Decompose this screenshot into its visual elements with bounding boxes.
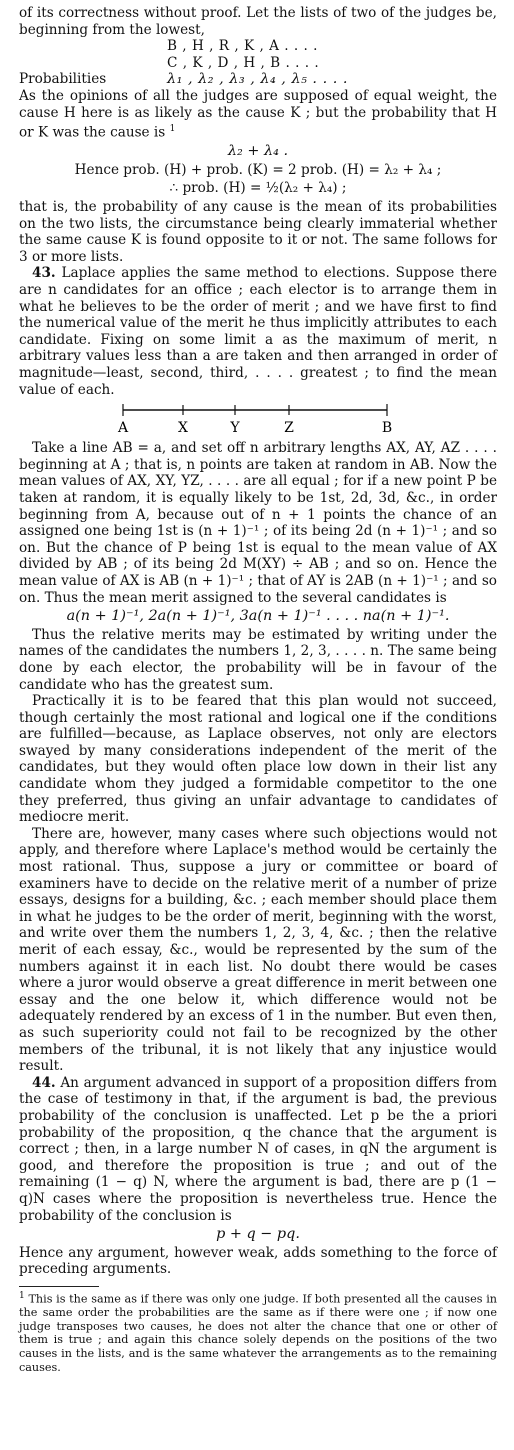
judge-list-b: C , K , D , H , B . . . . [167, 54, 320, 71]
section-number-44: 44. [32, 1074, 56, 1091]
paragraph-practically: Practically it is to be feared that this plan would not succeed, though certainly the most rational and logical one if the conditions are fulfilled—because, as Laplace observes, not only are electors swayed by many considerations independent of the merit of the candidates, but they would often place low down in their list any candidate whom they judged a formidable competitor to the one they preferred, thus giving an unfair advantage to candidates of mediocre merit. [19, 693, 497, 826]
section-number-43: 43. [32, 265, 56, 282]
probabilities-label: Probabilities [19, 71, 107, 88]
footnote-text: This is the same as if there was only one judge. If both presented all the causes in the same order the probabilities are the same as if there were one ; if now one judge transposes two causes, he does not alter the chance that one or other of them is true ; and again this chance solely depends on the positions of the two causes in the lists, and is the same whatever the arrangements as to the remaining causes. [19, 1292, 498, 1374]
paragraph-line: Take a line AB = a, and set off n arbitrary lengths AX, AY, AZ . . . . beginning at A ; that is, n points are taken at random in AB. Now the mean values of AX, XY, YZ, . . . . are all equal ; for if a new point P be taken at random, it is equally likely to be 1st, 2d, 3d, &c., in order beginning from A, because out of n + 1 points the chance of an assigned one being 1st is (n + 1)⁻¹ ; of its being 2d (n + 1)⁻¹ ; and so on. But the chance of P being 1st is equal to the mean value of AX divided by AB ; of its being 2d M(XY) ÷ AB ; and so on. Hence the mean value of AX is AB (n + 1)⁻¹ ; that of AY is 2AB (n + 1)⁻¹ ; and so on. Thus the mean merit assigned to the several candidates is [19, 440, 497, 606]
equation-sum: λ₂ + λ₄ . [227, 143, 289, 160]
line-diagram [113, 400, 403, 436]
label-a: A [117, 420, 129, 437]
probabilities-sequence: λ₁ , λ₂ , λ₃ , λ₄ , λ₅ . . . . [167, 71, 348, 88]
paragraph-43 [19, 265, 497, 398]
footnote-ref: 1 [169, 124, 176, 135]
body-text [19, 5, 497, 1374]
equation-hence: Hence prob. (H) + prob. (K) = 2 prob. (H) = λ₂ + λ₄ ; [74, 161, 442, 178]
paragraph-mean: that is, the probability of any cause is the mean of its probabilities on the two lists, the circumstance being clearly immaterial whether the same cause K is found opposite to it or not. The same follows for 3 or more lists. [19, 199, 497, 265]
paragraph-final: Hence any argument, however weak, adds something to the force of preceding arguments. [19, 1244, 497, 1278]
label-y: Y [230, 420, 240, 437]
paragraph-equal-weight [19, 88, 497, 141]
judge-list-a: B , H , R , K , A . . . . [167, 38, 318, 55]
label-b: B [381, 420, 393, 437]
paragraph-44 [19, 1075, 497, 1224]
label-z: Z [284, 420, 294, 437]
paragraph-44-text: An argument advanced in support of a proposition differs from the case of testimony in that, if the argument is bad, the previous probability of the conclusion is unaffected. Let p be the a priori probability of the proposition, q the chance that the argument is correct ; then, in a large number N of cases, in qN the argument is good, and therefore the proposition is true ; and out of the remaining (1 − q) N, where the argument is bad, there are p (1 − q)N cases where the proposition is nevertheless true. Hence the probability of the conclusion is [19, 1074, 497, 1224]
footnote-mark: 1 [19, 1290, 25, 1301]
equation-therefore: ∴ prob. (H) = ½(λ₂ + λ₄) ; [169, 180, 347, 197]
equation-conclusion: p + q − pq. [216, 1226, 300, 1243]
label-x: X [178, 420, 188, 437]
footnote [19, 1290, 497, 1374]
paragraph-relative-merits: Thus the relative merits may be estimated by writing under the names of the candidates the numbers 1, 2, 3, . . . . n. The same being done by each elector, the probability will be in favour of the candidate who has the greatest sum. [19, 626, 497, 693]
equation-mean-merit: a(n + 1)⁻¹, 2a(n + 1)⁻¹, 3a(n + 1)⁻¹ . . . . na(n + 1)⁻¹. [66, 608, 450, 625]
paragraph-equal-weight-text: As the opinions of all the judges are supposed of equal weight, the cause H here is as likely as the cause K ; but the probability that H or K was the cause is [19, 87, 497, 141]
footnote-divider [19, 1286, 99, 1287]
probabilities-row [19, 71, 497, 88]
paragraph-intro: of its correctness without proof. Let the lists of two of the judges be, beginning from the lowest, [19, 5, 497, 38]
paragraph-cases: There are, however, many cases where such objections would not apply, and therefore where Laplace's method would be certainly the most rational. Thus, suppose a jury or committee or board of examiners have to decide on the relative merit of a number of prize essays, designs for a building, &c. ; each member should place them in what he judges to be the order of merit, beginning with the worst, and write over them the numbers 1, 2, 3, 4, &c. ; then the relative merit of each essay, &c., would be represented by the sum of the numbers against it in each list. No doubt there would be cases where a juror would observe a great difference in merit between one essay and the one below it, which difference would not be adequately rendered by an excess of 1 in the number. But even then, as such superiority could not fail to be recognized by the other members of the tribunal, it is not likely that any injustice would result. [19, 825, 497, 1075]
paragraph-43-text: Laplace applies the same method to elections. Suppose there are n candidates for an office ; each elector is to arrange them in what he believes to be the order of merit ; and we have first to find the numerical value of the merit he thus implicitly attributes to each candidate. Fixing on some limit a as the maximum of merit, n arbitrary values less than a are taken and then arranged in order of magnitude—least, second, third, . . . . greatest ; to find the mean value of each. [19, 265, 498, 398]
